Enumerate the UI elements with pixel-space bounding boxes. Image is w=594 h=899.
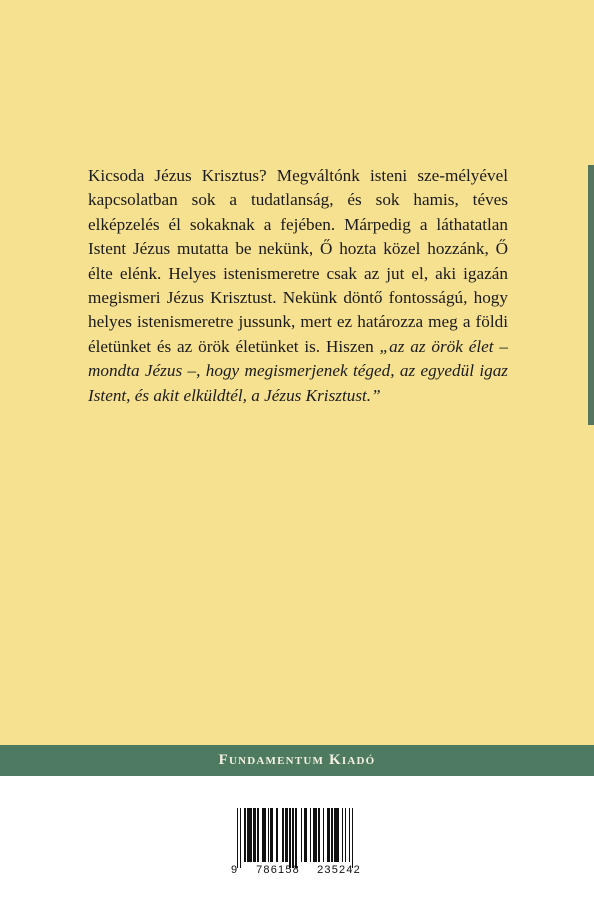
publisher-band <box>0 745 594 776</box>
barcode-lead-digit: 9 <box>231 864 238 876</box>
barcode-group-1: 786158 <box>256 864 300 876</box>
publisher-name: Fundamentum Kiadó <box>218 752 376 768</box>
isbn-barcode <box>231 808 361 880</box>
barcode-group-2: 235242 <box>317 864 361 876</box>
barcode-stripe <box>353 808 354 862</box>
barcode-bars <box>237 808 355 862</box>
blurb-quote: „az az örök élet – mondta Jézus –, hogy megismerjenek téged, az egyedül igaz Istent, és akit elküldtél, a Jézus Krisztust.” <box>88 336 508 405</box>
spine-edge <box>588 165 594 425</box>
barcode-digits <box>231 864 361 876</box>
blurb-body: Kicsoda Jézus Krisztus? Megváltónk isteni sze-mélyével kapcsolatban sok a tudatlanság, és sok hamis, téves elképzelés él sokaknak a fejében. Márpedig a láthatatlan Istent Jézus mutatta be nekünk, Ő hozta közel hozzánk, Ő élte elénk. Helyes istenismeretre csak az jut el, aki igazán megismeri Jézus Krisztust. Nekünk döntő fontosságú, hogy helyes istenismeretre jussunk, mert ez határozza meg a földi életünket és az örök életünket is. Hiszen <box>88 166 508 356</box>
blurb-text <box>88 164 508 408</box>
